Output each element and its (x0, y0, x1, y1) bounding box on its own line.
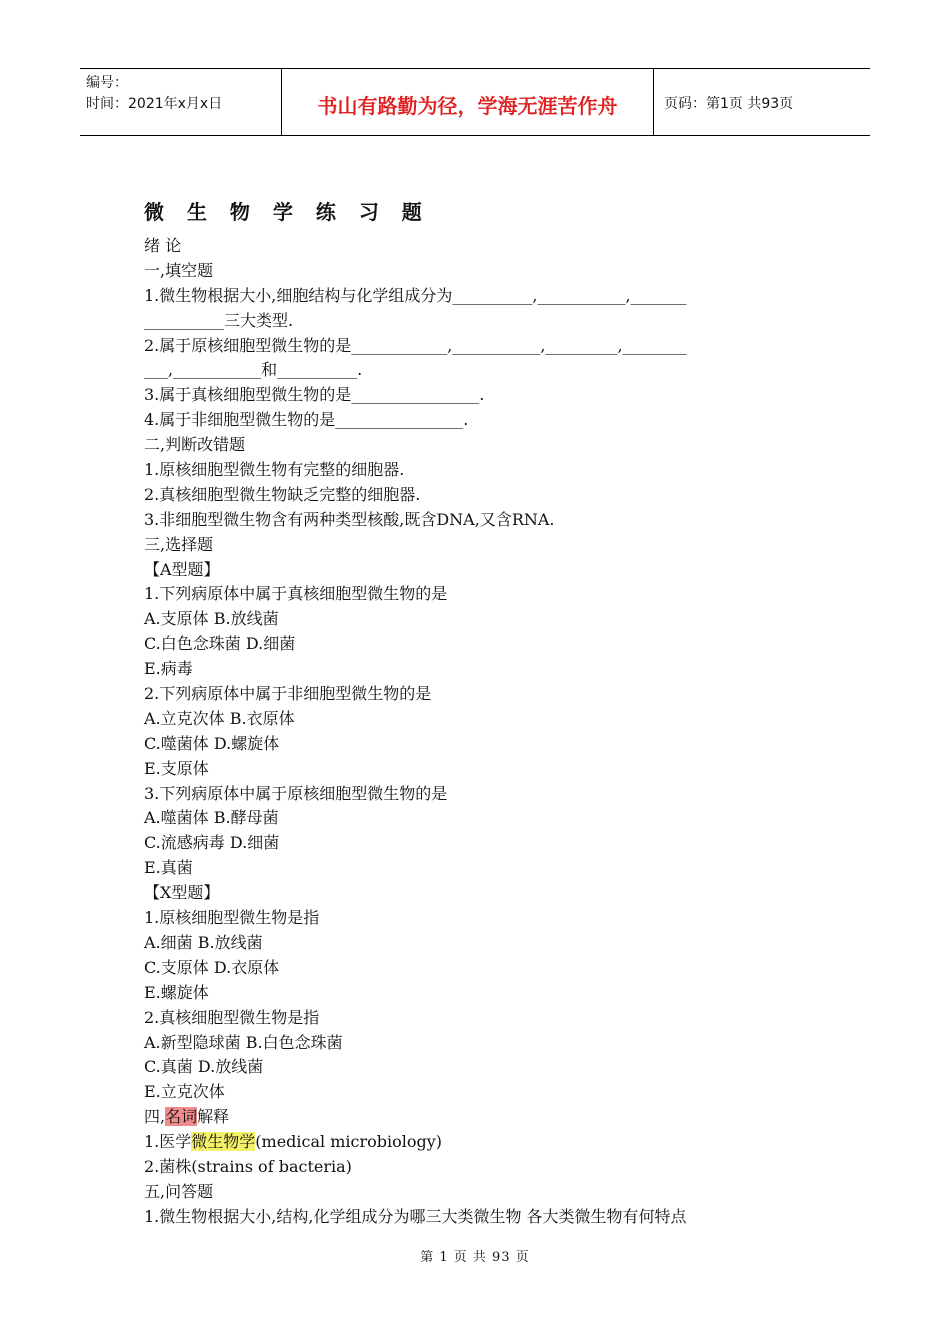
text-line: 【X型题】 (144, 883, 220, 903)
page-header (80, 68, 870, 136)
text-line: C.噬菌体 D.螺旋体 (144, 733, 280, 753)
heading-prefix: 四, (144, 1107, 166, 1127)
text-line: 【A型题】 (144, 559, 220, 579)
text-line: 3.属于真核细胞型微生物的是________________. (144, 385, 485, 405)
text-line: E.支原体 (144, 758, 209, 778)
text-line: 2.属于原核细胞型微生物的是____________,___________,_________,________ (144, 335, 687, 355)
text-line: 三,选择题 (144, 534, 214, 554)
text-line: 3.下列病原体中属于原核细胞型微生物的是 (144, 783, 448, 803)
text-line: 4.属于非细胞型微生物的是________________. (144, 410, 469, 430)
text-line: 绪 论 (144, 236, 182, 255)
document-date: 时间：2021年x月x日 (86, 96, 223, 112)
text-line: 1.原核细胞型微生物是指 (144, 908, 320, 928)
text-line: 1.微生物根据大小,结构,化学组成分为哪三大类微生物 各大类微生物有何特点 (144, 1206, 687, 1226)
text-line: 一,填空题 (144, 260, 214, 280)
text-line: 2.真核细胞型微生物缺乏完整的细胞器. (144, 484, 421, 504)
header-page-info: 页码：第1页 共93页 (664, 96, 794, 112)
text-line: A.细菌 B.放线菌 (144, 932, 263, 952)
document-body (144, 234, 810, 1230)
text-line: E.病毒 (144, 659, 193, 679)
term-suffix: (medical microbiology) (255, 1132, 443, 1152)
header-meta-cell (80, 69, 282, 135)
text-line: A.支原体 B.放线菌 (144, 609, 279, 629)
text-line: C.白色念珠菌 D.细菌 (144, 634, 296, 654)
text-line: C.流感病毒 D.细菌 (144, 833, 280, 853)
text-line: 五,问答题 (144, 1181, 214, 1201)
header-motto: 书山有路勤为径，学海无涯苦作舟 (282, 69, 654, 135)
heading-suffix: 解释 (197, 1107, 230, 1127)
text-line: 1.下列病原体中属于真核细胞型微生物的是 (144, 584, 448, 604)
text-line: E.立克次体 (144, 1082, 225, 1102)
text-line: __________三大类型. (144, 310, 294, 330)
text-line: ___,___________和__________. (144, 360, 363, 380)
text-line: C.支原体 D.衣原体 (144, 957, 280, 977)
highlighted-text: 名词 (165, 1107, 198, 1127)
text-line: 2.菌株(strains of bacteria) (144, 1156, 352, 1176)
text-line: E.螺旋体 (144, 982, 209, 1002)
text-line: A.立克次体 B.衣原体 (144, 708, 295, 728)
text-line: A.噬菌体 B.酵母菌 (144, 808, 279, 828)
text-line: 二,判断改错题 (144, 435, 246, 455)
document-title: 微 生 物 学 练 习 题 (144, 200, 430, 224)
term-item (144, 1130, 810, 1155)
text-line: C.真菌 D.放线菌 (144, 1057, 264, 1077)
text-line: 2.下列病原体中属于非细胞型微生物的是 (144, 684, 432, 704)
text-line: E.真菌 (144, 858, 193, 878)
text-line: A.新型隐球菌 B.白色念珠菌 (144, 1032, 343, 1052)
text-line: 1.原核细胞型微生物有完整的细胞器. (144, 460, 405, 480)
section-heading-terms (144, 1105, 810, 1130)
text-line: 3.非细胞型微生物含有两种类型核酸,既含DNA,又含RNA. (144, 509, 555, 529)
page-footer: 第 1 页 共 93 页 (420, 1250, 530, 1265)
text-line: 2.真核细胞型微生物是指 (144, 1007, 320, 1027)
document-number: 编号： (86, 75, 128, 91)
highlighted-text: 微生物学 (191, 1132, 256, 1152)
text-line: 1.微生物根据大小,细胞结构与化学组成分为__________,___________,_______ (144, 285, 687, 305)
term-prefix: 1.医学 (144, 1132, 192, 1152)
